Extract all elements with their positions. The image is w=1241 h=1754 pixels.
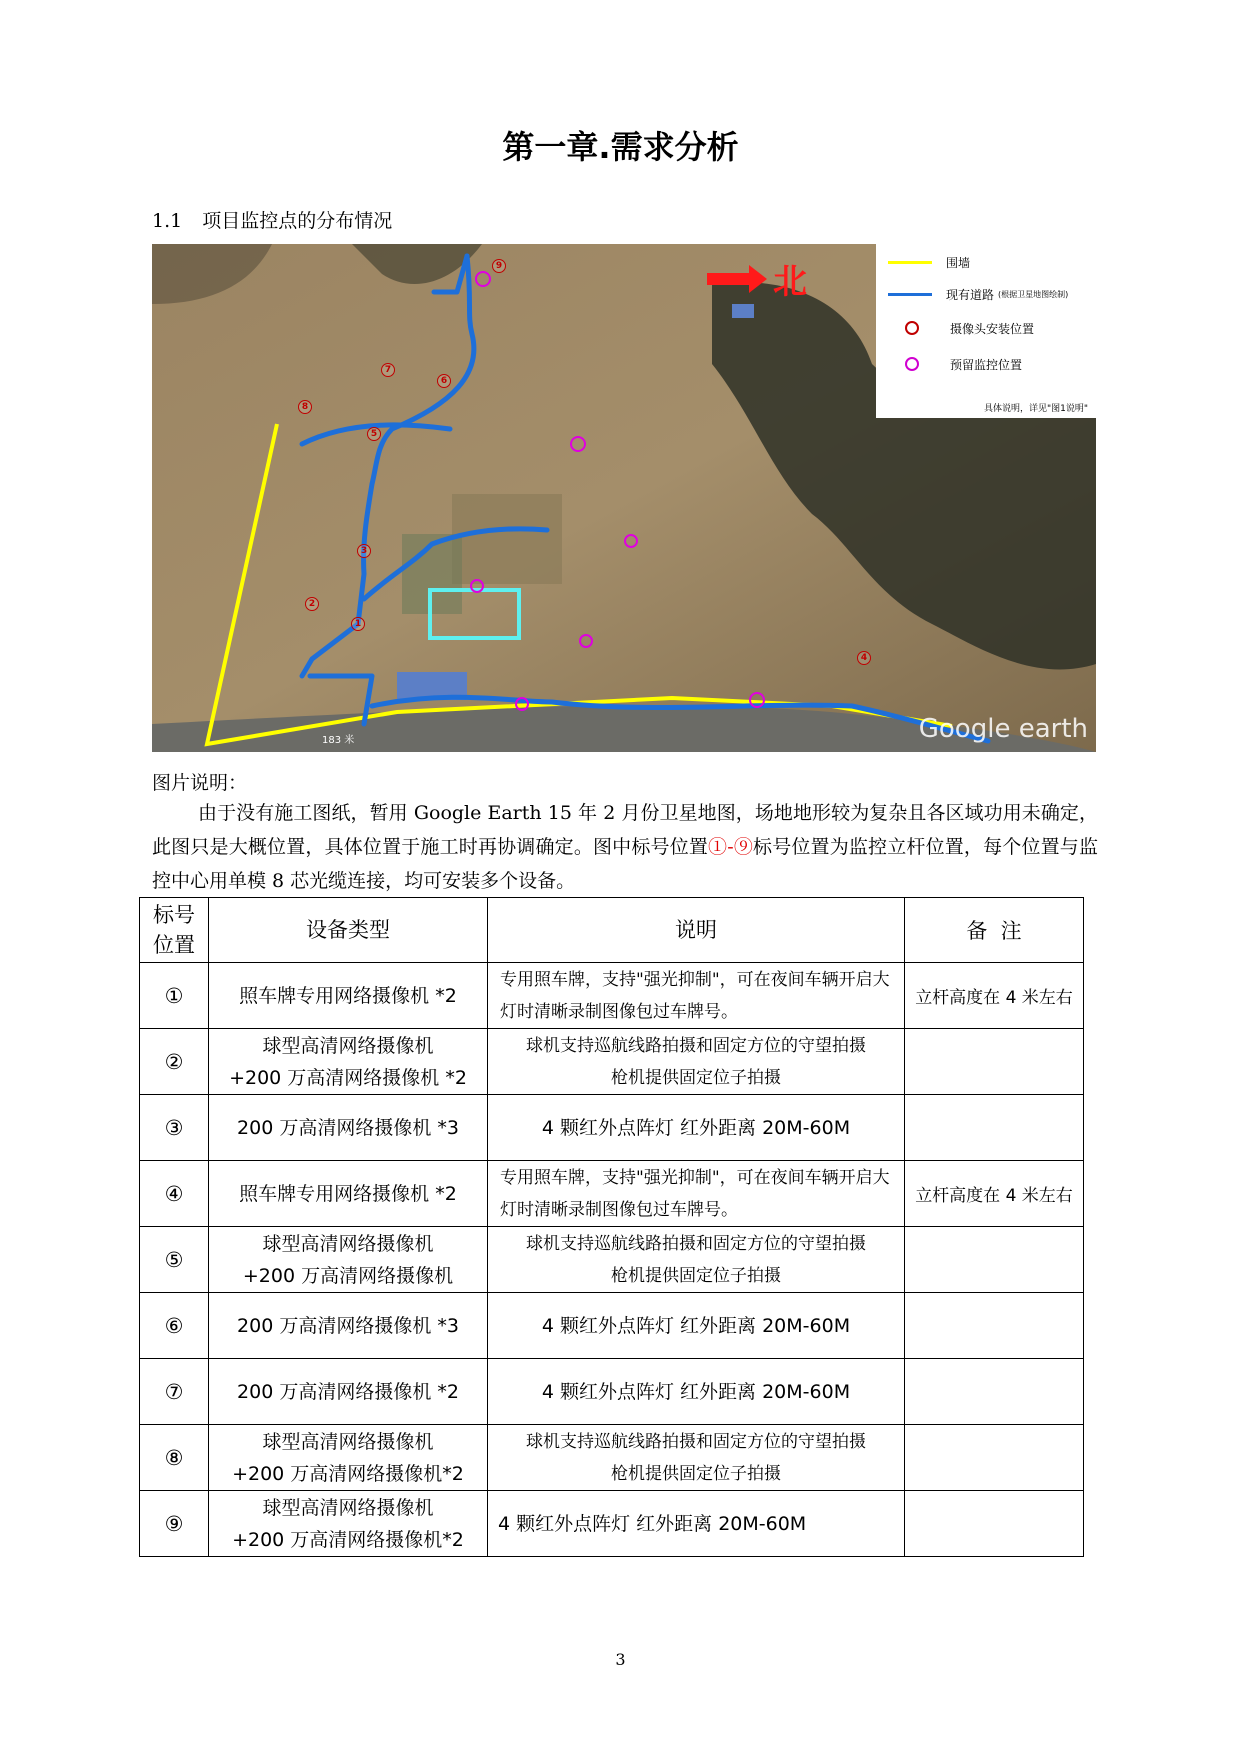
cell-description: 4 颗红外点阵灯 红外距离 20M-60M bbox=[488, 1293, 905, 1359]
cell-device-type: 球型高清网络摄像机 +200 万高清网络摄像机*2 bbox=[209, 1425, 488, 1491]
cell-device-type: 球型高清网络摄像机 +200 万高清网络摄像机*2 bbox=[209, 1491, 488, 1557]
cell-no: ⑦ bbox=[140, 1359, 209, 1425]
cell-description: 4 颗红外点阵灯 红外距离 20M-60M bbox=[488, 1095, 905, 1161]
section-heading bbox=[152, 206, 392, 233]
caption-text: 由于没有施工图纸，暂用 Google Earth 15 年 2 月份卫星地图，场地地形较为复杂且各区域功用未确定，此图只是大概位置，具体位置于施工时再协调确定。图中标号位置 bbox=[152, 802, 1098, 858]
header-type: 设备类型 bbox=[209, 898, 488, 963]
cell-description: 专用照车牌，支持"强光抑制"，可在夜间车辆开启大灯时清晰录制图像包过车牌号。 bbox=[488, 963, 905, 1029]
cell-device-type: 200 万高清网络摄像机 *3 bbox=[209, 1095, 488, 1161]
header-note: 备 注 bbox=[905, 898, 1084, 963]
cell-description: 4 颗红外点阵灯 红外距离 20M-60M bbox=[488, 1491, 905, 1557]
table-row bbox=[140, 1293, 1084, 1359]
table-row bbox=[140, 1359, 1084, 1425]
google-earth-watermark: Google earth bbox=[918, 714, 1088, 744]
camera-marker: 9 bbox=[492, 259, 506, 273]
cell-device-type: 照车牌专用网络摄像机 *2 bbox=[209, 963, 488, 1029]
legend-label: 现有道路 bbox=[946, 287, 995, 302]
cell-no: ① bbox=[140, 963, 209, 1029]
cell-note bbox=[905, 1095, 1084, 1161]
satellite-map bbox=[152, 244, 1096, 752]
cell-description: 专用照车牌，支持"强光抑制"，可在夜间车辆开启大灯时清晰录制图像包过车牌号。 bbox=[488, 1161, 905, 1227]
cell-note: 立杆高度在 4 米左右 bbox=[905, 1161, 1084, 1227]
table-row bbox=[140, 1227, 1084, 1293]
legend-wall bbox=[888, 252, 970, 272]
arrow-right-icon bbox=[707, 273, 749, 285]
chapter-title: 第一章.需求分析 bbox=[502, 128, 739, 166]
device-table bbox=[139, 897, 1084, 1557]
north-indicator bbox=[707, 254, 807, 303]
yellow-line-icon bbox=[888, 261, 932, 264]
magenta-ring-icon bbox=[905, 357, 919, 371]
cell-device-type: 200 万高清网络摄像机 *3 bbox=[209, 1293, 488, 1359]
cell-description: 4 颗红外点阵灯 红外距离 20M-60M bbox=[488, 1359, 905, 1425]
camera-marker: 5 bbox=[367, 427, 381, 441]
map-scale: 183 米 bbox=[322, 735, 355, 746]
cell-no: ② bbox=[140, 1029, 209, 1095]
cell-no: ⑧ bbox=[140, 1425, 209, 1491]
cell-note bbox=[905, 1227, 1084, 1293]
cell-note bbox=[905, 1359, 1084, 1425]
cell-no: ⑤ bbox=[140, 1227, 209, 1293]
table-row bbox=[140, 1095, 1084, 1161]
cell-no: ③ bbox=[140, 1095, 209, 1161]
header-desc: 说明 bbox=[488, 898, 905, 963]
camera-marker: 1 bbox=[351, 617, 365, 631]
table-row bbox=[140, 1161, 1084, 1227]
camera-marker: 3 bbox=[357, 544, 371, 558]
legend-label: 摄像头安装位置 bbox=[950, 321, 1035, 336]
cell-no: ④ bbox=[140, 1161, 209, 1227]
table-row bbox=[140, 963, 1084, 1029]
table-header-row bbox=[140, 898, 1084, 963]
legend-label: 预留监控位置 bbox=[950, 357, 1023, 372]
cell-note bbox=[905, 1425, 1084, 1491]
north-label: 北 bbox=[773, 262, 807, 302]
table-row bbox=[140, 1029, 1084, 1095]
arrow-head bbox=[749, 265, 767, 293]
field-area bbox=[452, 494, 562, 584]
caption-range-start: ① bbox=[708, 836, 728, 858]
cell-description: 球机支持巡航线路拍摄和固定方位的守望拍摄 枪机提供固定位子拍摄 bbox=[488, 1425, 905, 1491]
red-ring-icon bbox=[905, 321, 919, 335]
camera-marker: 2 bbox=[305, 597, 319, 611]
table-row bbox=[140, 1425, 1084, 1491]
camera-marker: 8 bbox=[298, 400, 312, 414]
table-body bbox=[140, 963, 1084, 1557]
legend-reserved bbox=[888, 354, 1022, 374]
cell-device-type: 球型高清网络摄像机 +200 万高清网络摄像机 bbox=[209, 1227, 488, 1293]
table-row bbox=[140, 1491, 1084, 1557]
cell-device-type: 照车牌专用网络摄像机 *2 bbox=[209, 1161, 488, 1227]
legend-road bbox=[888, 284, 1068, 304]
caption-paragraph bbox=[152, 796, 1098, 898]
building bbox=[732, 304, 754, 318]
camera-marker: 7 bbox=[381, 363, 395, 377]
header-no: 标号 位置 bbox=[140, 898, 209, 963]
cell-device-type: 200 万高清网络摄像机 *2 bbox=[209, 1359, 488, 1425]
cell-device-type: 球型高清网络摄像机 +200 万高清网络摄像机 *2 bbox=[209, 1029, 488, 1095]
camera-marker: 4 bbox=[857, 651, 871, 665]
cell-no: ⑨ bbox=[140, 1491, 209, 1557]
caption-text: 标号位置为监控立杆位置，每个位置与监控中心用单模 8 芯光缆连接，均可安装多个设备。 bbox=[152, 836, 1098, 892]
map-legend bbox=[876, 244, 1096, 418]
section-title: 项目监控点的分布情况 bbox=[202, 210, 393, 232]
cell-note bbox=[905, 1029, 1084, 1095]
cell-description: 球机支持巡航线路拍摄和固定方位的守望拍摄 枪机提供固定位子拍摄 bbox=[488, 1029, 905, 1095]
caption-range-end: ⑨ bbox=[733, 836, 754, 858]
cell-note: 立杆高度在 4 米左右 bbox=[905, 963, 1084, 1029]
blue-line-icon bbox=[888, 293, 932, 296]
caption-label: 图片说明： bbox=[152, 772, 248, 794]
legend-label: 围墙 bbox=[946, 255, 971, 270]
caption-range-dash: - bbox=[727, 836, 734, 858]
cell-note bbox=[905, 1491, 1084, 1557]
cell-no: ⑥ bbox=[140, 1293, 209, 1359]
camera-marker: 6 bbox=[437, 374, 451, 388]
legend-note: 具体说明，详见"图1说明" bbox=[983, 404, 1088, 414]
section-number: 1.1 bbox=[152, 210, 183, 232]
page-number: 3 bbox=[615, 1650, 626, 1669]
cell-note bbox=[905, 1293, 1084, 1359]
cell-description: 球机支持巡航线路拍摄和固定方位的守望拍摄 枪机提供固定位子拍摄 bbox=[488, 1227, 905, 1293]
legend-sublabel: (根据卫星地图绘制) bbox=[998, 289, 1069, 299]
legend-camera bbox=[888, 318, 1034, 338]
